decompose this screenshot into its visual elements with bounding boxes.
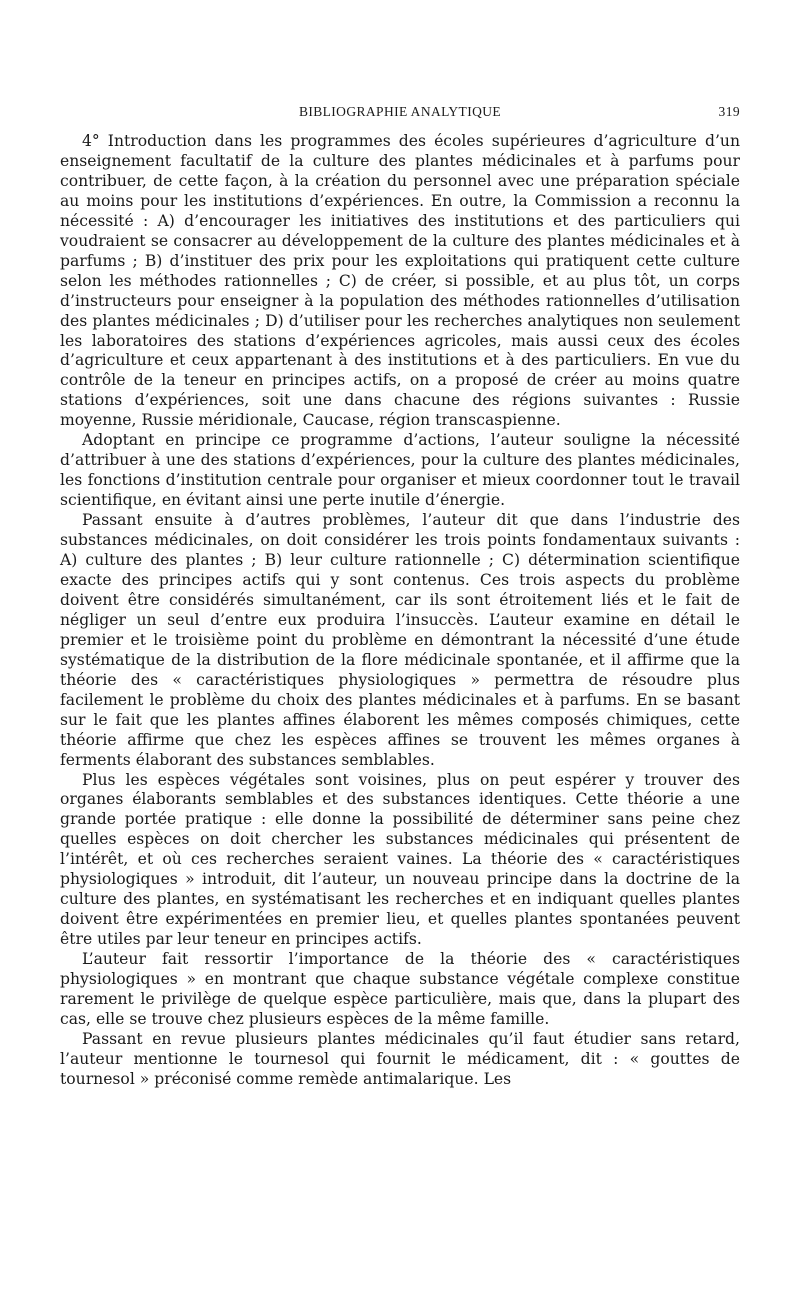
paragraph: Passant en revue plusieurs plantes médicinales qu’il faut étudier sans retard, l’auteur mentionne le tournesol qui fournit le médicament, dit : « gouttes de tournesol » préconisé comme remède antimalarique. Les [60,1029,740,1088]
paragraph: Passant ensuite à d’autres problèmes, l’auteur dit que dans l’industrie des substances médicinales, on doit considérer les trois points fondamentaux suivants : A) culture des plantes ; B) leur culture rationnelle ; C) détermination scientifique exacte des principes actifs qui y sont contenus. Ces trois aspects du problème doivent être considérés simultanément, car ils sont étroitement liés et le fait de négliger un seul d’entre eux produira l’insuccès. L’auteur examine en détail le premier et le troisième point du problème en démontrant la nécessité d’une étude systématique de la distribution de la flore médicinale spontanée, et il affirme que la théorie des « caractéristiques physiologiques » permettra de résoudre plus facilement le problème du choix des plantes médicinales et à parfums. En se basant sur le fait que les plantes affines élaborent les mêmes composés chimiques, cette théorie affirme que chez les espèces affines se trouvent les mêmes organes à ferments élaborant des substances semblables. [60,511,740,769]
running-header [60,98,740,126]
page-number: 319 [718,104,740,119]
paragraph: 4° Introduction dans les programmes des écoles supérieures d’agriculture d’un enseignement facultatif de la culture des plantes médicinales et à parfums pour contribuer, de cette façon, à la création du personnel avec une préparation spéciale au moins pour les institutions d’expériences. En outre, la Commission a reconnu la nécessité : A) d’encourager les initiatives des institutions et des particuliers qui voudraient se consacrer au développement de la culture des plantes médicinales et à parfums ; B) d’instituer des prix pour les exploitations qui pratiquent cette culture selon les méthodes rationnelles ; C) de créer, si possible, et au plus tôt, un corps d’instructeurs pour enseigner à la population des méthodes rationnelles d’utilisation des plantes médicinales ; D) d’utiliser pour les recherches analytiques non seulement les laboratoires des stations d’expériences agricoles, mais aussi ceux des écoles d’agriculture et ceux appartenant à des institutions et à des particuliers. En vue du contrôle de la teneur en principes actifs, on a proposé de créer au moins quatre stations d’expériences, soit une dans chacune des régions suivantes : Russie moyenne, Russie méridionale, Caucase, région transcaspienne. [60,132,740,430]
body-text [60,132,740,1090]
paragraph: L’auteur fait ressortir l’importance de la théorie des « caractéristiques physiologiques » en montrant que chaque substance végétale complexe constitue rarement le privilège de quelque espèce particulière, mais que, dans la plupart des cas, elle se trouve chez plusieurs espèces de la même famille. [60,950,740,1028]
paragraph: Plus les espèces végétales sont voisines, plus on peut espérer y trouver des organes élaborants semblables et des substances identiques. Cette théorie a une grande portée pratique : elle donne la possibilité de déterminer sans peine chez quelles espèces on doit chercher les substances médicinales qui présentent de l’intérêt, et où ces recherches seraient vaines. La théorie des « caractéristiques physiologiques » introduit, dit l’auteur, un nouveau principe dans la doctrine de la culture des plantes, en systématisant les recherches et en indiquant quelles plantes doivent être expérimentées en premier lieu, et quelles plantes spontanées peuvent être utiles par leur teneur en principes actifs. [60,770,740,949]
running-title: BIBLIOGRAPHIE ANALYTIQUE [298,104,502,119]
paragraph: Adoptant en principe ce programme d’actions, l’auteur souligne la nécessité d’attribuer à une des stations d’expériences, pour la culture des plantes médicinales, les fonctions d’institution centrale pour organiser et mieux coordonner tout le travail scientifique, en évitant ainsi une perte inutile d’énergie. [60,431,740,510]
document-page [60,98,740,1090]
